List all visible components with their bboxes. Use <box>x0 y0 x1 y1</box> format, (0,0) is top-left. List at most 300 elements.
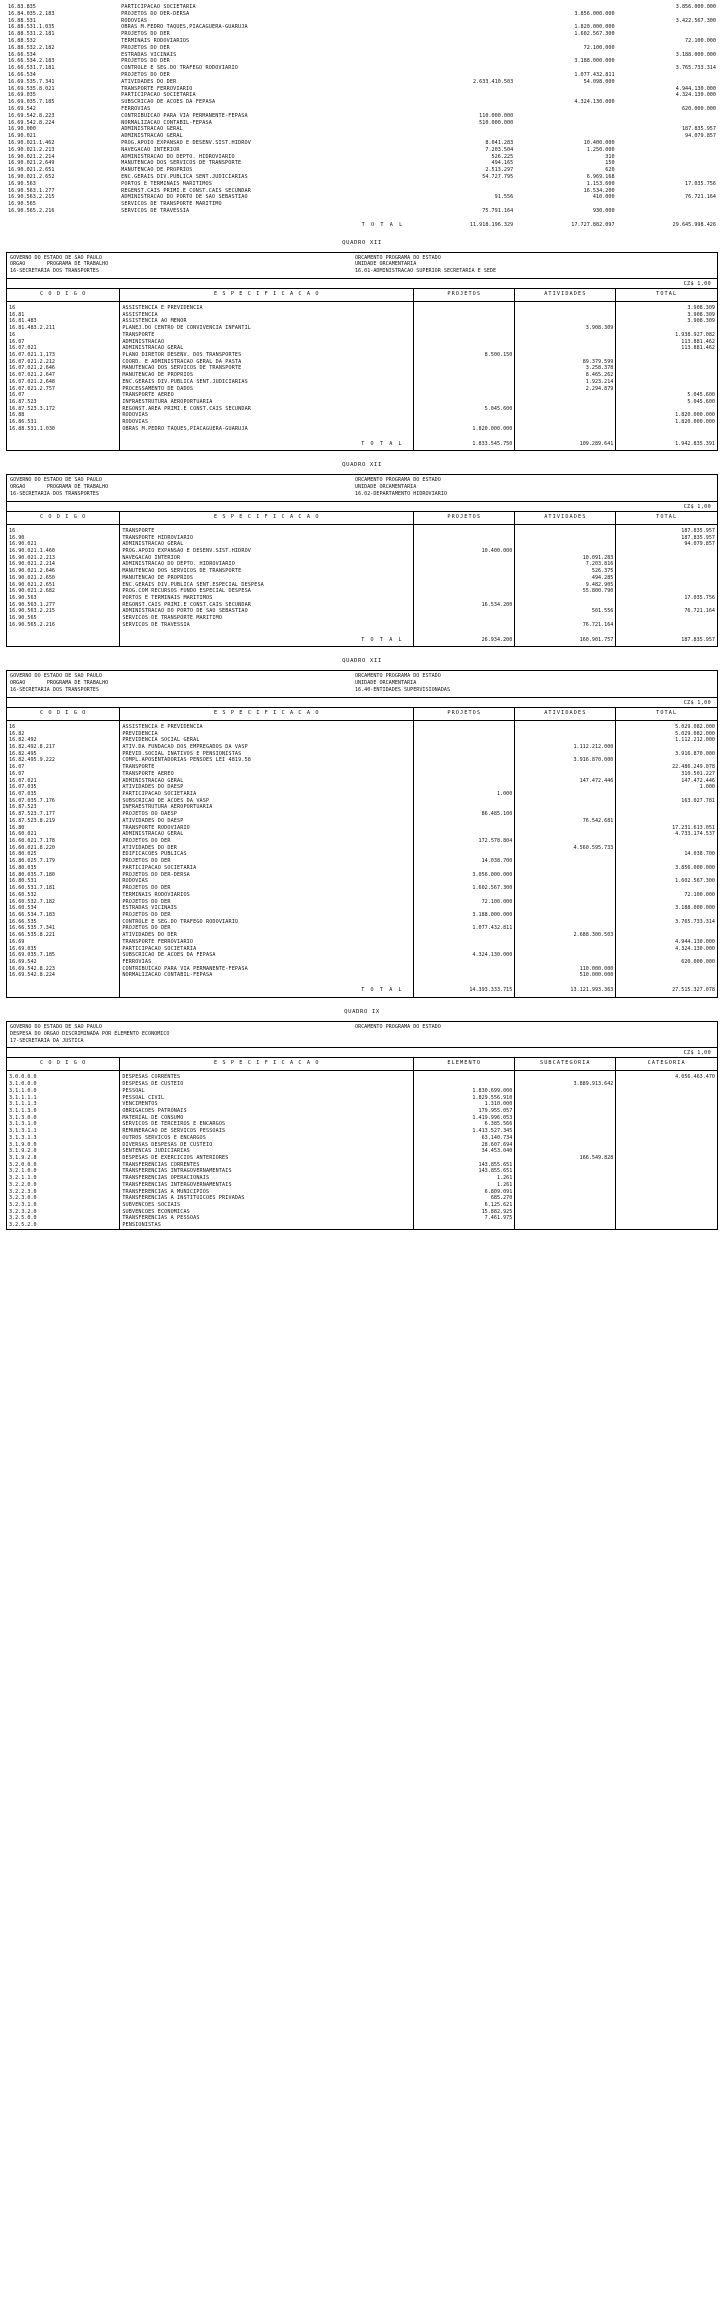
cell-col5 <box>616 548 717 555</box>
cell-codigo: 3.2.1.0.0 <box>9 1168 37 1175</box>
cell-codigo: 16.90.563.2.215 <box>8 194 55 201</box>
empty-cell <box>6 215 119 229</box>
total-total: 27.515.327.078 <box>616 979 717 997</box>
right-title: ORCAMENTO PROGRAMA DO ESTADO <box>354 673 441 680</box>
table-row <box>6 45 718 52</box>
cell-especificacao: ASSISTENCIA <box>120 312 414 319</box>
cell-especificacao: ESTRADAS VICINAIS <box>120 905 414 912</box>
cell-codigo: 16.69.542 <box>8 105 36 112</box>
cell-especificacao: MANUTENCAO DOS SERVICOS DE TRANSPORTE <box>120 365 414 372</box>
cell-codigo: 16 <box>9 304 16 311</box>
table-row <box>7 1142 717 1149</box>
cell-col3 <box>414 65 515 72</box>
cell-col3: 63.140.734 <box>414 1135 515 1142</box>
total-label: T O T A L <box>120 433 414 451</box>
cell-col5: 3.916.870.000 <box>616 751 717 758</box>
cell-col4 <box>515 1222 616 1229</box>
table-row <box>7 878 717 885</box>
cell-col3 <box>414 106 515 113</box>
cell-col3 <box>414 582 515 589</box>
cell-especificacao: PROJETOS DO DER <box>120 925 414 932</box>
cell-col4: 2.294.879 <box>515 386 616 393</box>
cell-col4: 147.472.446 <box>515 778 616 785</box>
cell-col4: 3.916.870.000 <box>515 757 616 764</box>
total-atividades: 160.901.757 <box>515 629 616 647</box>
cell-col3 <box>414 939 515 946</box>
cell-codigo: 16.66.534 <box>8 51 36 58</box>
cell-col5: 76.721.164 <box>685 194 716 201</box>
cell-col3 <box>414 133 515 140</box>
cell-especificacao: REGONST.AREA PRIMI.E CONST.CAIS SECUNDAR <box>120 406 414 413</box>
cell-codigo: 16.69 <box>9 938 25 945</box>
orgao-line: 17-SECRETARIA DA JUSTICA <box>10 1037 84 1044</box>
table-row <box>6 133 718 140</box>
cell-col4 <box>515 892 616 899</box>
cell-col3: 1.000 <box>414 791 515 798</box>
cell-codigo: 16.88.532.2.182 <box>8 44 55 51</box>
table-row <box>6 167 718 174</box>
cell-col4: 3.188.000.000 <box>574 58 615 65</box>
cell-col4 <box>515 52 616 59</box>
table-row <box>7 892 717 899</box>
cell-col4 <box>515 86 616 93</box>
cell-col5: 76.721.164 <box>616 608 717 615</box>
cell-col3 <box>414 555 515 562</box>
col-total: TOTAL <box>616 289 717 301</box>
table-row <box>7 359 717 366</box>
right-title: ORCAMENTO PROGRAMA DO ESTADO <box>354 1023 441 1030</box>
cell-especificacao: SERVICOS DE TRAVESSIA <box>121 207 190 214</box>
block-header <box>7 475 717 502</box>
total-row <box>7 629 717 647</box>
cell-col3: 34.453.040 <box>414 1148 515 1155</box>
quadro-label: QUADRO XII <box>342 239 382 246</box>
cell-col4 <box>515 1182 616 1189</box>
cell-col4: 310 <box>605 153 615 160</box>
cell-col4 <box>515 731 616 738</box>
cell-especificacao: TRANSFERENCIAS A INSTITUICOES PRIVADAS <box>120 1195 414 1202</box>
cell-col3: 15.882.925 <box>414 1209 515 1216</box>
cell-codigo: 16.69.035.7.185 <box>9 952 56 959</box>
cell-col5: 72.100.000 <box>616 892 717 899</box>
cell-codigo: 16.07.021 <box>9 345 37 352</box>
cell-codigo: 16.83.835 <box>8 4 36 10</box>
cell-codigo: 16.80.035.7.180 <box>9 871 56 878</box>
cell-especificacao: MATERIAL DE CONSUMO <box>120 1115 414 1122</box>
cell-especificacao: PROJETOS DO DER <box>120 838 414 845</box>
cell-codigo: 3.0.0.0.0 <box>9 1074 37 1081</box>
cell-col3 <box>414 541 515 548</box>
cell-especificacao: PROJETOS DO DAESP <box>120 811 414 818</box>
unidade-line: 16.02-DEPARTAMENTO HIDROVIARIO <box>354 491 447 498</box>
cell-especificacao: PESSOAL CIVIL <box>120 1095 414 1102</box>
cell-col4: 1.602.567.300 <box>574 31 615 38</box>
cell-col4 <box>515 1168 616 1175</box>
cell-col4 <box>515 804 616 811</box>
table-row <box>7 548 717 555</box>
cell-col5 <box>616 1081 717 1088</box>
table-row <box>7 737 717 744</box>
cell-codigo: 16.60.021 <box>9 831 37 838</box>
cell-col4 <box>515 1121 616 1128</box>
cell-col4 <box>515 18 616 25</box>
cell-especificacao: ATIVIDADES DO DAESP <box>120 818 414 825</box>
cell-col4 <box>515 301 616 311</box>
cell-col3: 510.000.000 <box>479 119 514 126</box>
cell-col5: 187.835.957 <box>681 126 716 133</box>
cell-especificacao: PARTICIPACAO SOCIETARIA <box>121 4 196 10</box>
cell-col4 <box>515 1162 616 1169</box>
cell-col3 <box>414 778 515 785</box>
cell-col4: 4.560.595.733 <box>515 845 616 852</box>
cell-col3: 86.485.100 <box>414 811 515 818</box>
cell-col5: 113.881.462 <box>616 339 717 346</box>
cell-especificacao: ADMINISTRACAO DO DEPTO. HIDROVIARIO <box>120 561 414 568</box>
cell-especificacao: NAVEGACAO INTERIOR <box>121 146 180 153</box>
cell-especificacao: ATIV.DA FUNDACAO DOS EMPREGADOS DA VASP <box>120 744 414 751</box>
cell-col4 <box>515 332 616 339</box>
cell-col3: 2.633.410.503 <box>472 78 514 85</box>
cell-codigo: 16.69.542.8.224 <box>8 119 55 126</box>
cell-col5 <box>616 1182 717 1189</box>
cell-codigo: 16.66.535 <box>9 918 37 925</box>
cell-col5 <box>616 588 717 595</box>
table-row <box>6 4 718 11</box>
cell-codigo: 16.90.563 <box>8 180 36 187</box>
cell-col5 <box>616 1215 717 1222</box>
cell-especificacao: TERMINAIS RODOVIARIOS <box>120 892 414 899</box>
cell-codigo: 3.2.2.3.0 <box>9 1188 37 1195</box>
cell-col3: 8.500.150 <box>414 352 515 359</box>
cell-col4 <box>515 318 616 325</box>
cell-codigo: 3.2.3.2.0 <box>9 1208 37 1215</box>
table-row <box>7 608 717 615</box>
table-row <box>7 966 717 973</box>
cell-col3 <box>414 318 515 325</box>
cell-col3: 5.045.600 <box>414 406 515 413</box>
cell-col5 <box>616 575 717 582</box>
cell-col3: 143.855.651 <box>414 1162 515 1169</box>
table-row <box>7 318 717 325</box>
cell-col4 <box>515 798 616 805</box>
cell-col4 <box>515 65 616 72</box>
table-row <box>6 181 718 188</box>
cell-col5: 5.029.082.000 <box>616 720 717 730</box>
table-header-row <box>7 512 717 524</box>
cell-col4: 3.258.378 <box>515 365 616 372</box>
table-row <box>7 851 717 858</box>
cell-col3 <box>414 784 515 791</box>
cell-col4 <box>515 1142 616 1149</box>
table-row <box>7 561 717 568</box>
cell-especificacao: TERMINAIS RODOVIARIOS <box>121 37 190 44</box>
cell-especificacao: TRANSPORTE AEREO <box>120 392 414 399</box>
table-row <box>7 1148 717 1155</box>
cell-col5: 94.079.857 <box>685 133 716 140</box>
cell-especificacao: TRANSPORTE RODOVIARIO <box>120 825 414 832</box>
cell-codigo: 16.88.531.2.181 <box>8 31 55 38</box>
cell-especificacao: ENC.GERAIS DIV.PUBLICA SENT.ESPECIAL DESPESA <box>120 582 414 589</box>
cell-especificacao: PROJETOS DO DER <box>121 58 170 65</box>
programa-label: PROGRAMA DE TRABALHO <box>46 261 109 268</box>
cell-col5: 3.908.309 <box>616 301 717 311</box>
cell-especificacao: ADMINISTRACAO GERAL <box>121 133 183 140</box>
unidade-label: UNIDADE ORCAMENTARIA <box>354 261 417 268</box>
cell-especificacao: DESPESAS CORRENTES <box>120 1071 414 1081</box>
table-row <box>7 744 717 751</box>
cell-col4 <box>515 737 616 744</box>
cell-col4 <box>515 764 616 771</box>
cell-col3 <box>414 919 515 926</box>
cell-especificacao: PROJETOS DO DER <box>120 912 414 919</box>
block-header-right <box>355 673 714 694</box>
cell-col4: 501.556 <box>515 608 616 615</box>
cell-codigo: 16.07 <box>9 770 25 777</box>
cell-col4 <box>515 1071 616 1081</box>
cell-codigo: 3.1.3.1.1 <box>9 1128 37 1135</box>
cell-col5 <box>616 1175 717 1182</box>
cell-col5: 1.112.212.000 <box>616 737 717 744</box>
cell-col5 <box>616 1142 717 1149</box>
cell-codigo: 16 <box>9 527 16 534</box>
cell-col4: 55.800.790 <box>515 588 616 595</box>
cell-col3: 91.556 <box>494 194 514 201</box>
cell-col5 <box>617 140 718 147</box>
cell-col5 <box>616 966 717 973</box>
cell-col5 <box>616 1101 717 1108</box>
cell-col4 <box>515 885 616 892</box>
cell-especificacao: ATIVIDADES DO DAESP <box>120 784 414 791</box>
table-row <box>7 1162 717 1169</box>
cell-codigo: 16.90.021 <box>8 133 36 140</box>
cell-col3 <box>414 4 515 11</box>
cell-col4 <box>515 312 616 319</box>
cell-col4 <box>515 1128 616 1135</box>
cell-codigo: 3.2.5.0.0 <box>9 1215 37 1222</box>
cell-col5 <box>617 11 718 18</box>
cell-col4 <box>515 345 616 352</box>
table-row <box>7 332 717 339</box>
cell-codigo: 16.69.542 <box>9 958 37 965</box>
cell-codigo: 16.88.531.1.035 <box>8 24 55 31</box>
cell-col4 <box>515 838 616 845</box>
quadro-rows <box>7 301 717 450</box>
table-row <box>7 771 717 778</box>
cell-especificacao: ADMINISTRACAO GERAL <box>121 126 183 133</box>
cell-codigo: 16.90.021.2.651 <box>8 167 55 174</box>
empty-cell <box>7 629 120 647</box>
table-row <box>6 24 718 31</box>
programa-label: PROGRAMA DE TRABALHO <box>46 484 109 491</box>
col-codigo: C O D I G O <box>7 1058 120 1070</box>
cell-col4 <box>515 133 616 140</box>
table-row <box>6 126 718 133</box>
cell-col5 <box>616 582 717 589</box>
cell-col4: 166.549.828 <box>515 1155 616 1162</box>
col-codigo: C O D I G O <box>7 708 120 720</box>
cell-col4 <box>515 419 616 426</box>
cell-col4 <box>515 38 616 45</box>
cell-col5 <box>616 1155 717 1162</box>
table-row <box>6 52 718 59</box>
table-row <box>7 899 717 906</box>
total-total: 29.645.998.426 <box>672 221 716 228</box>
subtitle-line: DESPESA DO ORGAO DISCRIMINADA POR ELEMENTO ECONOMICO <box>10 1030 170 1037</box>
cell-especificacao: RODOVIAS <box>120 412 414 419</box>
quadro-block-last <box>6 1021 718 1230</box>
cell-col5: 17.035.756 <box>685 180 716 187</box>
table-fragment-continuation <box>6 4 718 229</box>
cell-col3: 2.513.297 <box>485 167 514 174</box>
cell-col4: 1.250.000 <box>586 146 615 153</box>
currency-unit: CZ$ 1,00 <box>7 279 717 289</box>
cell-especificacao: TRANSPORTE FERROVIARIO <box>121 85 193 92</box>
cell-especificacao: PENSIONISTAS <box>120 1222 414 1229</box>
table-row <box>7 959 717 966</box>
cell-col3 <box>414 339 515 346</box>
cell-col5 <box>616 804 717 811</box>
cell-col4: 7.203.816 <box>515 561 616 568</box>
table-row <box>7 555 717 562</box>
cell-col5 <box>616 899 717 906</box>
cell-col4 <box>515 412 616 419</box>
gov-line: GOVERNO DO ESTADO DE SAO PAULO <box>10 1023 103 1030</box>
table-row <box>7 379 717 386</box>
cell-especificacao: SUBSCRICAO DE ACOES DA FEPASA <box>121 99 216 106</box>
cell-especificacao: SUBVENCOES ECONOMICAS <box>120 1209 414 1216</box>
cell-col4: 1.820.000.000 <box>574 24 615 31</box>
cell-especificacao: TRANSPORTE AEREO <box>120 771 414 778</box>
cell-especificacao: PARTICIPACAO SOCIETARIA <box>120 946 414 953</box>
cell-col3 <box>414 851 515 858</box>
cell-col5 <box>616 858 717 865</box>
cell-especificacao: ENC.GERAIS DIV.PUBLICA SENT.JUDICIARIAS <box>120 379 414 386</box>
cell-codigo: 16.90.563.2.215 <box>9 608 56 615</box>
cell-especificacao: DIVERSAS DESPESAS DE CUSTEIO <box>120 1142 414 1149</box>
cell-col4 <box>515 905 616 912</box>
table-row <box>7 804 717 811</box>
cell-especificacao: SERVICOS DE TRANSPORTE MARITIMO <box>120 615 414 622</box>
cell-especificacao: ASSISTENCIA E PREVIDENCIA <box>120 720 414 730</box>
cell-col4 <box>515 120 616 127</box>
table-row <box>7 825 717 832</box>
table-row <box>6 174 718 181</box>
table-row <box>7 412 717 419</box>
quadro-rows <box>7 524 717 646</box>
cell-col5 <box>616 1195 717 1202</box>
cell-col3 <box>414 386 515 393</box>
total-projetos: 26.934.200 <box>414 629 515 647</box>
cell-codigo: 16 <box>9 723 16 730</box>
cell-col5 <box>616 872 717 879</box>
cell-col4: 10.400.000 <box>583 139 615 146</box>
table-header-row <box>7 1058 717 1070</box>
table-row <box>7 919 717 926</box>
cell-codigo: 16.90.021.2.650 <box>9 574 56 581</box>
table-row <box>7 339 717 346</box>
cell-col4 <box>515 720 616 730</box>
right-title: ORCAMENTO PROGRAMA DO ESTADO <box>354 254 441 261</box>
cell-col3 <box>414 58 515 65</box>
cell-col4 <box>515 4 616 11</box>
cell-especificacao: PARTICIPACAO SOCIETARIA <box>120 791 414 798</box>
cell-especificacao: NAVEGACAO INTERIOR <box>120 555 414 562</box>
cell-col3 <box>414 1071 515 1081</box>
cell-col5: 147.472.446 <box>616 778 717 785</box>
cell-col3 <box>414 379 515 386</box>
cell-col5: 3.856.000.000 <box>616 865 717 872</box>
col-elemento: ELEMENTO <box>414 1058 515 1070</box>
cell-col5 <box>617 113 718 120</box>
table-row <box>6 147 718 154</box>
cell-col5: 5.029.082.000 <box>616 731 717 738</box>
cell-codigo: 16.90.021.2.649 <box>8 160 55 167</box>
currency-unit: CZ$ 1,00 <box>7 698 717 708</box>
table-row <box>6 154 718 161</box>
col-atividades: ATIVIDADES <box>515 708 616 720</box>
col-especificacao: E S P E C I F I C A C A O <box>120 512 414 524</box>
cell-col3: 1.419.996.053 <box>414 1115 515 1122</box>
currency-unit: CZ$ 1,00 <box>7 1048 717 1058</box>
cell-especificacao: TRANSPORTE <box>120 524 414 534</box>
cell-col5 <box>616 426 717 433</box>
cell-col3 <box>414 959 515 966</box>
cell-col5 <box>617 99 718 106</box>
cell-col3: 1.830.699.000 <box>414 1088 515 1095</box>
cell-codigo: 16.90.565.2.216 <box>9 621 56 628</box>
cell-col3: 526.225 <box>491 153 514 160</box>
cell-col5 <box>616 1108 717 1115</box>
table-row <box>6 188 718 195</box>
table-row <box>7 731 717 738</box>
cell-col3: 1.413.527.345 <box>414 1128 515 1135</box>
cell-codigo: 3.1.1.3.0 <box>9 1107 37 1114</box>
table-row <box>7 1108 717 1115</box>
cell-col5 <box>617 79 718 86</box>
table-row <box>7 1182 717 1189</box>
cell-col4: 1.923.214 <box>515 379 616 386</box>
cell-especificacao: NORMALIZACAO CONTABIL-FEPASA <box>121 119 213 126</box>
cell-col3 <box>414 845 515 852</box>
cell-col3 <box>414 325 515 332</box>
cell-col5: 3.908.309 <box>616 312 717 319</box>
table-row <box>7 1189 717 1196</box>
cell-col3: 16.534.200 <box>414 602 515 609</box>
cell-col3: 1.261 <box>414 1175 515 1182</box>
cell-col3 <box>414 972 515 979</box>
block-header-left <box>10 477 355 498</box>
table-row <box>7 352 717 359</box>
cell-especificacao: PROCESSAMENTO DE DADOS <box>120 386 414 393</box>
cell-col4 <box>515 899 616 906</box>
cell-col3 <box>414 892 515 899</box>
table-row <box>7 1202 717 1209</box>
table-row <box>7 1215 717 1222</box>
cell-codigo: 16.69.542.8.223 <box>9 965 56 972</box>
cell-codigo: 3.2.0.0.0 <box>9 1161 37 1168</box>
cell-especificacao: ATIVIDADES DO DER <box>120 845 414 852</box>
table-row <box>7 399 717 406</box>
cell-codigo: 16.66.534.7.183 <box>9 911 56 918</box>
table-row <box>7 325 717 332</box>
cell-col4 <box>515 1088 616 1095</box>
cell-especificacao: MANUTENCAO DE PROPRIOS <box>121 167 193 174</box>
table-row <box>7 778 717 785</box>
table-row <box>6 140 718 147</box>
cell-col4 <box>515 771 616 778</box>
cell-especificacao: PROG.COM RECURSOS FUNDO ESPECIAL DESPESA <box>120 588 414 595</box>
cell-col5 <box>616 568 717 575</box>
